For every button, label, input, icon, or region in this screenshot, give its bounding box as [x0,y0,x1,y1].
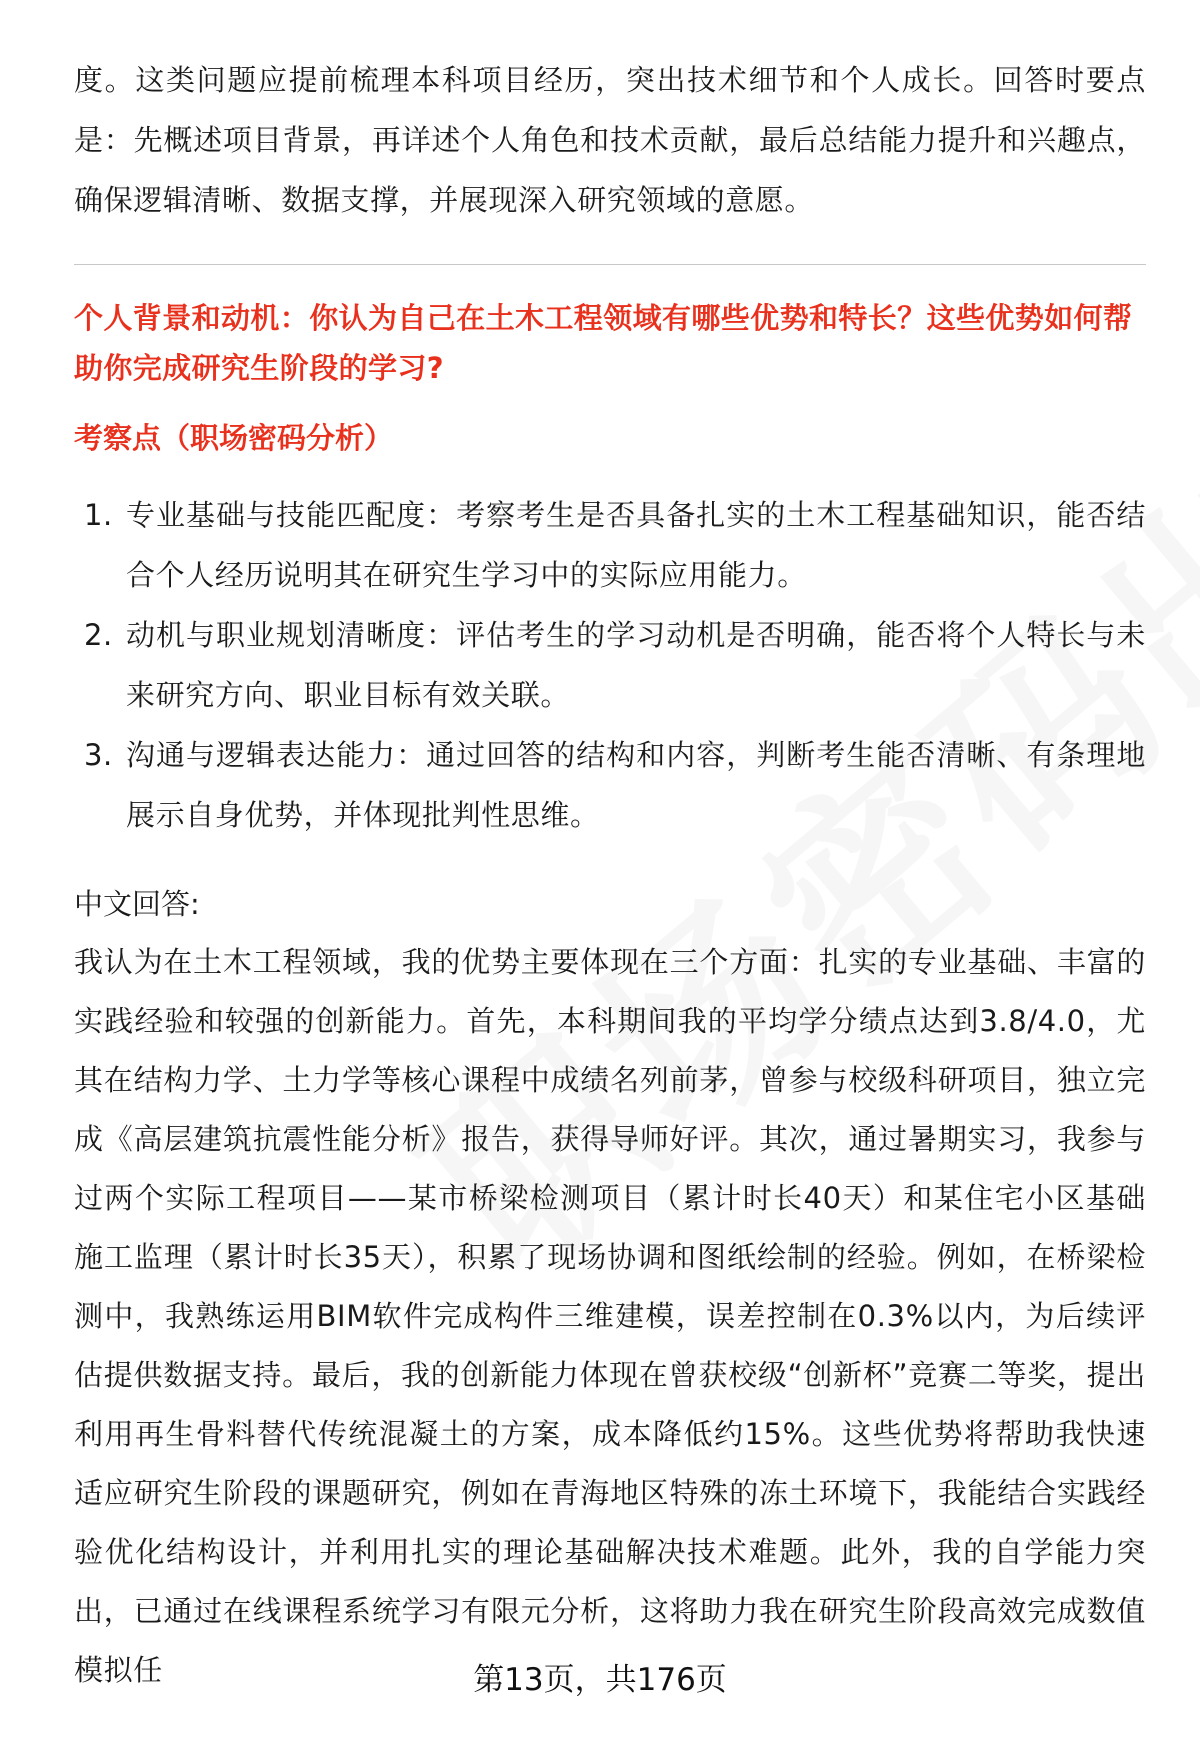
section-divider [74,264,1146,265]
list-item-text: 专业基础与技能匹配度：考察考生是否具备扎实的土木工程基础知识，能否结合个人经历说明其在研究生学习中的实际应用能力。 [126,498,1146,592]
list-item [74,485,1146,605]
list-item-number: 1. [84,498,113,532]
question-heading: 个人背景和动机：你认为自己在土木工程领域有哪些优势和特长？这些优势如何帮助你完成研究生阶段的学习? [74,301,1133,385]
answer-label: 中文回答: [74,887,200,921]
list-item-number: 3. [84,738,113,772]
document-page [74,0,1146,1700]
list-item-number: 2. [84,618,113,652]
list-item-text: 沟通与逻辑表达能力：通过回答的结构和内容，判断考生能否清晰、有条理地展示自身优势，并体现批判性思维。 [126,738,1146,832]
assessment-title: 考察点（职场密码分析） [74,421,394,455]
list-item [74,605,1146,725]
answer-paragraph: 我认为在土木工程领域，我的优势主要体现在三个方面：扎实的专业基础、丰富的实践经验和较强的创新能力。首先，本科期间我的平均学分绩点达到3.8/4.0，尤其在结构力学、土力学等核心课程中成绩名列前茅，曾参与校级科研项目，独立完成《高层建筑抗震性能分析》报告，获得导师好评。其次，通过暑期实习，我参与过两个实际工程项目——某市桥梁检测项目（累计时长40天）和某住宅小区基础施工监理（累计时长35天），积累了现场协调和图纸绘制的经验。例如，在桥梁检测中，我熟练运用BIM软件完成构件三维建模，误差控制在0.3%以内，为后续评估提供数据支持。最后，我的创新能力体现在曾获校级“创新杯”竞赛二等奖，提出利用再生骨料替代传统混凝土的方案，成本降低约15%。这些优势将帮助我快速适应研究生阶段的课题研究，例如在青海地区特殊的冻土环境下，我能结合实践经验优化结构设计，并利用扎实的理论基础解决技术难题。此外，我的自学能力突出，已通过在线课程系统学习有限元分析，这将助力我在研究生阶段高效完成数值模拟任 [74,945,1146,1687]
list-item-text: 动机与职业规划清晰度：评估考生的学习动机是否明确，能否将个人特长与未来研究方向、职业目标有效关联。 [126,618,1146,712]
assessment-points-list [74,485,1146,845]
list-item [74,725,1146,845]
page-number: 第13页，共176页 [473,1662,727,1698]
intro-paragraph: 度。这类问题应提前梳理本科项目经历，突出技术细节和个人成长。回答时要点是：先概述项目背景，再详述个人角色和技术贡献，最后总结能力提升和兴趣点，确保逻辑清晰、数据支撑，并展现深入研究领域的意愿。 [74,63,1146,217]
